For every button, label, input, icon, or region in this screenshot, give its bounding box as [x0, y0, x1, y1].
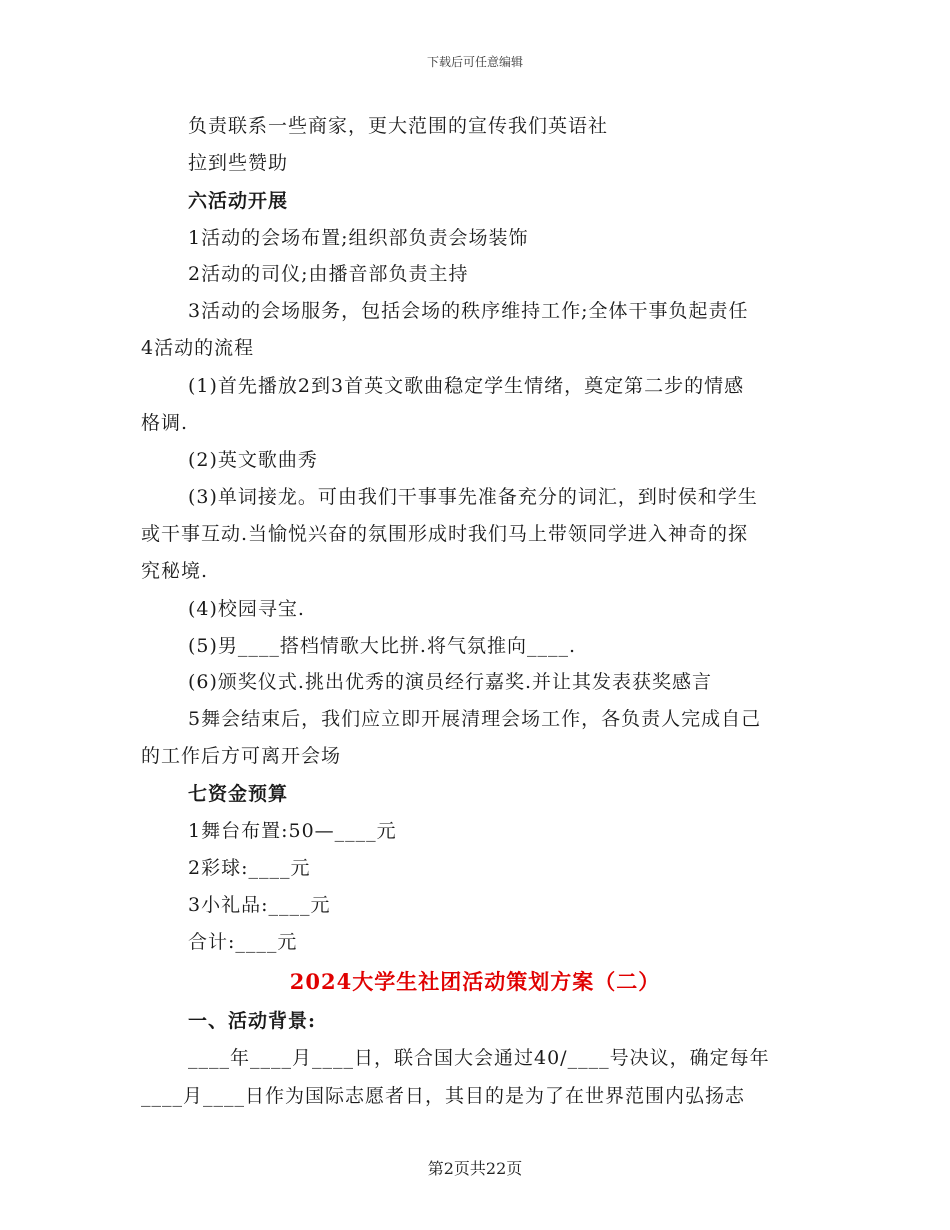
- text-line: ____月____日作为国际志愿者日，其目的是为了在世界范围内弘扬志: [141, 1085, 746, 1107]
- text-line: 5舞会结束后，我们应立即开展清理会场工作，各负责人完成自己: [188, 708, 762, 730]
- section-heading: 七资金预算: [188, 783, 289, 805]
- text-line: 的工作后方可离开会场: [141, 745, 342, 767]
- text-line: 合计:____元: [188, 931, 298, 953]
- text-line: 1活动的会场布置;组织部负责会场装饰: [188, 227, 529, 249]
- text-line: (1)首先播放2到3首英文歌曲稳定学生情绪，奠定第二步的情感: [188, 375, 745, 397]
- text-line: 究秘境.: [141, 560, 209, 582]
- section-heading: 一、活动背景:: [188, 1010, 317, 1032]
- text-line: 或干事互动.当愉悦兴奋的氛围形成时我们马上带领同学进入神奇的探: [141, 523, 749, 545]
- section-heading: 六活动开展: [188, 190, 289, 212]
- text-line: (2)英文歌曲秀: [188, 449, 318, 471]
- text-line: 3小礼品:____元: [188, 894, 331, 916]
- text-line: 负责联系一些商家，更大范围的宣传我们英语社: [188, 115, 609, 137]
- document-section-title: 2024大学生社团活动策划方案（二）: [289, 969, 661, 994]
- page-footer: 第2页共22页: [427, 1159, 523, 1178]
- text-line: ____年____月____日，联合国大会通过40/____号决议，确定每年: [188, 1047, 770, 1069]
- text-line: (6)颁奖仪式.挑出优秀的演员经行嘉奖.并让其发表获奖感言: [188, 671, 712, 693]
- text-line: 3活动的会场服务，包括会场的秩序维持工作;全体干事负起责任: [188, 300, 749, 322]
- text-line: (5)男____搭档情歌大比拼.将气氛推向____.: [188, 635, 576, 657]
- text-line: 2彩球:____元: [188, 857, 311, 879]
- text-line: 拉到些赞助: [188, 152, 289, 174]
- text-line: 格调.: [141, 412, 189, 434]
- text-line: (3)单词接龙。可由我们干事事先准备充分的词汇，到时侯和学生: [188, 486, 758, 508]
- text-line: 2活动的司仪;由播音部负责主持: [188, 263, 469, 285]
- text-line: 4活动的流程: [141, 337, 255, 359]
- text-line: (4)校园寻宝.: [188, 598, 305, 620]
- page-header: 下载后可任意编辑: [426, 55, 523, 69]
- text-line: 1舞台布置:50—____元: [188, 820, 397, 842]
